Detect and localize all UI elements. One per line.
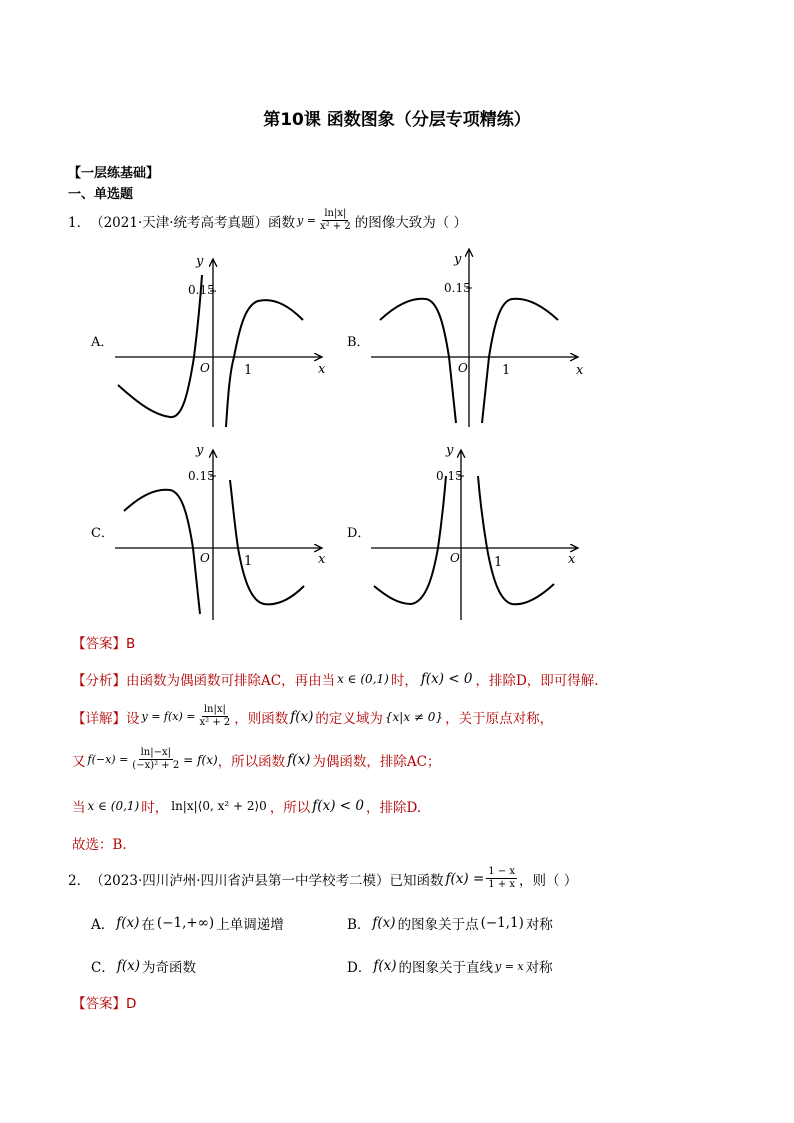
- opt-c-end: 为奇函数: [142, 960, 196, 976]
- curve-right: [230, 480, 304, 604]
- opt-a-f: f(x): [116, 915, 140, 931]
- section-heading: 【一层练基础】: [68, 166, 160, 181]
- graph-option-d: D．: [347, 526, 371, 541]
- opt-a-int: (−1,+∞): [156, 915, 215, 931]
- q1-analysis: [72, 669, 599, 689]
- detail-1-fraction: [198, 704, 233, 729]
- analysis-tag: 【分析】: [72, 673, 126, 689]
- tick-y-label: 0.15: [444, 281, 471, 295]
- q2-func-lhs: f(x) =: [445, 870, 485, 887]
- detail-3g: ，排除D.: [365, 800, 422, 816]
- q1-stem: [68, 208, 467, 233]
- q2-number: 2．: [68, 872, 91, 889]
- opt-b-end: 对称: [525, 917, 553, 933]
- detail-3d: ln|x|⟨0, x² + 2⟩0: [171, 799, 267, 813]
- analysis-set: x ∈ (0,1): [337, 672, 389, 686]
- subsection-heading: 一、单选题: [68, 187, 134, 202]
- opt-b-f: f(x): [372, 915, 396, 931]
- analysis-ineq: f(x) < 0: [420, 671, 473, 687]
- q2-fraction: [486, 866, 517, 891]
- q1-conclusion: 故选：B.: [72, 837, 127, 853]
- q1-fraction: [318, 208, 353, 233]
- y-axis-label: y: [446, 443, 454, 458]
- detail-2e: f(x): [287, 751, 311, 768]
- page-title: 第10课 函数图象（分层专项精练）: [263, 110, 531, 130]
- detail-2a: 又: [72, 753, 86, 770]
- opt-a-end: 上单调递增: [216, 917, 284, 933]
- q2-option-d: [347, 956, 553, 976]
- opt-c-f: f(x): [116, 958, 140, 974]
- curve-right: [478, 476, 554, 604]
- detail-2-den: (−x)² + 2: [132, 760, 180, 771]
- origin-label: O: [200, 361, 210, 375]
- answer-tag: 【答案】: [72, 636, 126, 652]
- curve-right: [482, 299, 558, 423]
- detail-2b: f(−x) =: [87, 753, 129, 766]
- q2-option-a: [91, 913, 284, 933]
- graph-option-b: B．: [347, 335, 370, 350]
- detail-2c: = f(x): [183, 752, 218, 767]
- q2-option-c: [91, 956, 196, 976]
- opt-b-pt: (−1,1): [480, 915, 524, 931]
- analysis-text-2: 时，: [390, 673, 418, 689]
- detail-3a: 当: [72, 800, 86, 816]
- tick-y-label: 0.15: [436, 469, 463, 483]
- detail-1c: ，则函数: [234, 710, 289, 727]
- opt-d-f: f(x): [373, 958, 397, 974]
- opt-b-label: B．: [347, 917, 371, 933]
- q1-stem-end: 的图像大致为（ ）: [354, 214, 468, 231]
- opt-d-line: y = x: [494, 959, 524, 973]
- detail-2f: 为偶函数，排除AC；: [312, 753, 441, 770]
- analysis-text-3: ，排除D，即可得解.: [475, 673, 599, 689]
- detail-3b: x ∈ (0,1): [87, 799, 140, 813]
- q1-answer: [72, 632, 135, 652]
- detail-1b: y = f(x) =: [141, 710, 196, 723]
- y-axis-label: y: [196, 254, 204, 269]
- detail-tag: 【详解】: [72, 710, 126, 727]
- x-axis-label: x: [318, 552, 326, 567]
- y-axis-label: y: [454, 252, 462, 267]
- tick-x-label: 1: [244, 363, 253, 378]
- opt-b-mid: 的图象关于点: [397, 917, 479, 933]
- graph-b: [366, 245, 591, 430]
- detail-3f: f(x) < 0: [312, 798, 364, 814]
- origin-label: O: [458, 361, 468, 375]
- detail-3e: ，所以: [269, 800, 311, 816]
- q2-option-b: [347, 913, 553, 933]
- curve-right: [226, 300, 303, 427]
- x-axis-label: x: [568, 552, 576, 567]
- detail-2-fraction: [130, 747, 181, 772]
- detail-2-num: ln|−x|: [140, 747, 171, 758]
- tick-y-label: 0.15: [188, 469, 215, 483]
- q1-number: 1．: [68, 214, 91, 231]
- x-axis-label: x: [576, 363, 584, 378]
- graph-option-a: A．: [91, 335, 114, 350]
- q2-frac-den: 1 + x: [488, 879, 516, 890]
- detail-1e: 的定义域为: [315, 710, 383, 727]
- graph-a: [110, 245, 335, 430]
- q1-source: （2021·天津·统考高考真题）函数: [90, 214, 296, 231]
- detail-3c: 时，: [141, 800, 169, 816]
- y-axis-label: y: [196, 443, 204, 458]
- opt-c-label: C．: [91, 960, 115, 976]
- detail-1a: 设: [126, 710, 140, 727]
- q2-frac-num: 1 − x: [488, 866, 516, 877]
- tick-y-label: 0.15: [188, 283, 215, 297]
- opt-d-mid: 的图象关于直线: [398, 960, 493, 976]
- detail-2d: ，所以函数: [217, 753, 286, 770]
- detail-1-den: x² + 2: [199, 717, 231, 728]
- answer-value: B: [126, 636, 136, 652]
- graph-c: [110, 436, 335, 621]
- graph-option-c: C．: [91, 526, 114, 541]
- q1-frac-den: x² + 2: [319, 221, 351, 232]
- q1-func-lhs: y =: [297, 214, 316, 227]
- tick-x-label: 1: [502, 363, 511, 378]
- opt-d-end: 对称: [525, 960, 553, 976]
- detail-1g: ，关于原点对称，: [445, 710, 554, 727]
- opt-a-label: A．: [91, 917, 115, 933]
- q1-detail-line-3: [72, 796, 421, 816]
- graph-d: [366, 436, 591, 621]
- x-axis-label: x: [318, 362, 326, 377]
- curve-left: [380, 299, 456, 423]
- tick-x-label: 1: [244, 554, 253, 569]
- q2-answer: [72, 992, 136, 1012]
- analysis-text-1: 由函数为偶函数可排除AC，再由当: [126, 673, 336, 689]
- answer-value: D: [126, 996, 137, 1012]
- origin-label: O: [200, 551, 210, 565]
- q2-source: （2023·四川泸州·四川省泸县第一中学校考二模）已知函数: [90, 872, 444, 889]
- q1-frac-num: ln|x|: [324, 208, 347, 219]
- origin-label: O: [450, 551, 460, 565]
- detail-1-num: ln|x|: [203, 704, 226, 715]
- q1-detail-line-1: [72, 704, 553, 729]
- answer-tag: 【答案】: [72, 996, 126, 1012]
- q1-detail-line-2: [72, 747, 440, 772]
- curve-left: [374, 476, 446, 604]
- curve-left: [124, 490, 200, 614]
- q2-stem-end: ，则（ ）: [519, 872, 578, 889]
- tick-x-label: 1: [494, 555, 503, 570]
- detail-1f: {x|x ≠ 0}: [384, 709, 444, 724]
- detail-1d: f(x): [290, 708, 314, 725]
- opt-a-mid: 在: [141, 917, 155, 933]
- opt-d-label: D．: [347, 960, 372, 976]
- q2-stem: [68, 866, 577, 891]
